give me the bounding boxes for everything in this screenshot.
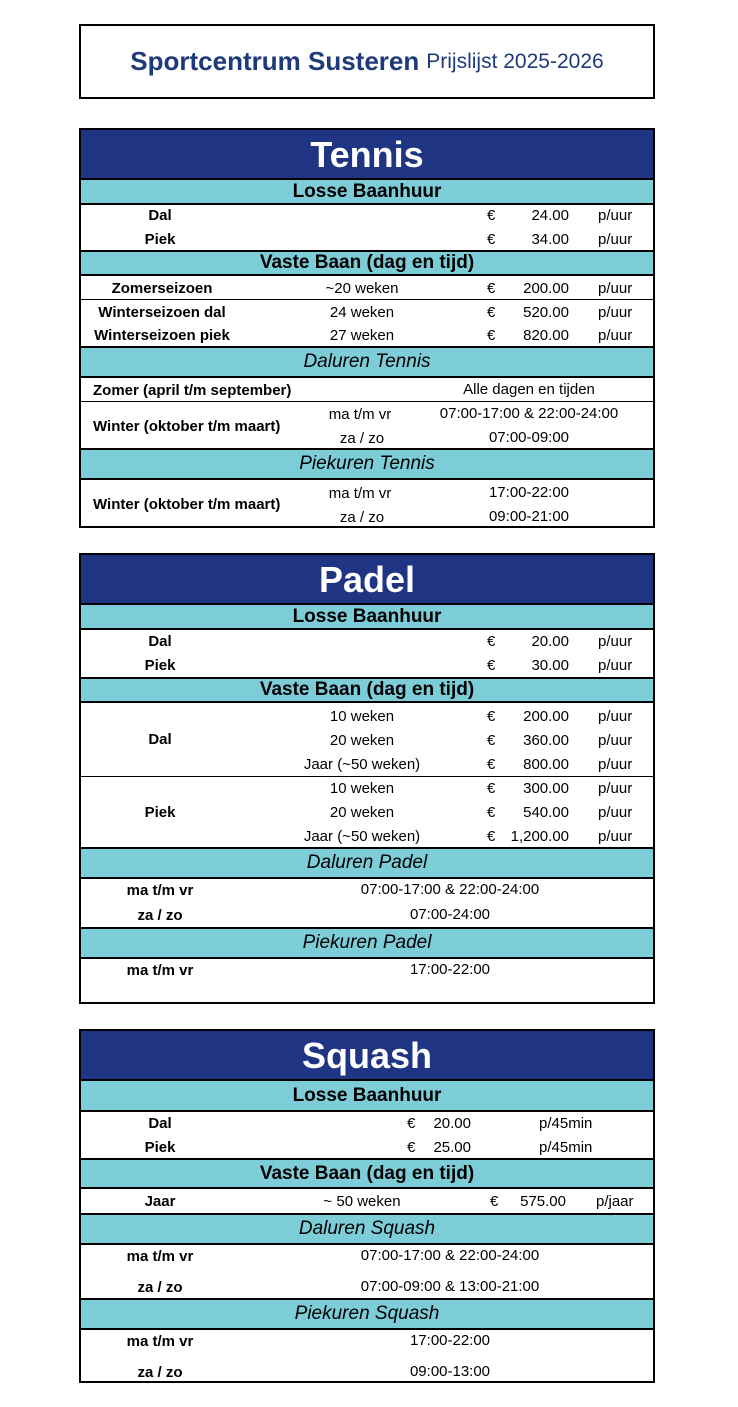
squash-losse-piek-unit: p/45min (539, 1139, 593, 1156)
padel-dal-price: 800.00 (523, 756, 569, 773)
tennis-vaste-unit: p/uur (598, 327, 633, 344)
tennis-vaste-price: 820.00 (523, 327, 569, 344)
squash-piekuren-days: za / zo (137, 1364, 183, 1381)
tennis-losse-piek-label: Piek (144, 231, 176, 248)
padel-losse-header: Losse Baanhuur (81, 605, 653, 630)
padel-piek-duration: Jaar (~50 weken) (303, 828, 421, 845)
padel-losse-dal-price: 20.00 (531, 633, 569, 650)
tennis-title: Tennis (81, 130, 653, 180)
squash-losse-piek-price: 25.00 (433, 1139, 471, 1156)
padel-dal-unit: p/uur (598, 708, 633, 725)
euro-sign: € (487, 780, 496, 797)
tennis-vaste-duration: ~20 weken (325, 280, 399, 297)
padel-daluren-time: 07:00-17:00 & 22:00-24:00 (360, 881, 540, 898)
squash-section (79, 1029, 655, 1383)
tennis-piekuren-time: 09:00-21:00 (488, 508, 570, 525)
tennis-losse-piek-price: 34.00 (531, 231, 569, 248)
tennis-losse-piek-unit: p/uur (598, 231, 633, 248)
tennis-vaste-duration: 27 weken (329, 327, 395, 344)
squash-daluren-days: ma t/m vr (126, 1248, 194, 1265)
padel-losse-dal-label: Dal (148, 633, 172, 650)
euro-sign: € (487, 304, 496, 321)
tennis-vaste-price: 520.00 (523, 304, 569, 321)
euro-sign: € (487, 828, 496, 845)
tennis-daluren-days: za / zo (339, 430, 385, 447)
squash-daluren-time: 07:00-09:00 & 13:00-21:00 (360, 1278, 540, 1295)
padel-section (79, 553, 655, 1004)
squash-losse-header: Losse Baanhuur (81, 1081, 653, 1112)
tennis-daluren-header: Daluren Tennis (81, 346, 653, 378)
tennis-piekuren-days: za / zo (339, 509, 385, 526)
padel-piek-price: 1,200.00 (510, 828, 569, 845)
tennis-vaste-duration: 24 weken (329, 304, 395, 321)
euro-sign: € (490, 1193, 499, 1210)
tennis-winter-label: Winter (oktober t/m maart) (93, 418, 281, 435)
squash-losse-piek-label: Piek (144, 1139, 176, 1156)
euro-sign: € (487, 327, 496, 344)
squash-title: Squash (81, 1031, 653, 1081)
euro-sign: € (487, 732, 496, 749)
padel-dal-unit: p/uur (598, 756, 633, 773)
padel-daluren-time: 07:00-24:00 (409, 906, 491, 923)
padel-piekuren-time: 17:00-22:00 (409, 961, 491, 978)
tennis-vaste-unit: p/uur (598, 280, 633, 297)
tennis-daluren-time: 07:00-17:00 & 22:00-24:00 (439, 405, 619, 422)
padel-title: Padel (81, 555, 653, 605)
padel-losse-piek-unit: p/uur (598, 657, 633, 674)
tennis-piekuren-time: 17:00-22:00 (488, 484, 570, 501)
tennis-vaste-label: Winterseizoen piek (94, 327, 230, 344)
squash-losse-dal-unit: p/45min (539, 1115, 593, 1132)
tennis-piekuren-days: ma t/m vr (328, 485, 392, 502)
squash-piekuren-days: ma t/m vr (126, 1333, 194, 1350)
padel-piek-unit: p/uur (598, 804, 633, 821)
squash-losse-dal-label: Dal (148, 1115, 172, 1132)
squash-losse-dal-price: 20.00 (433, 1115, 471, 1132)
padel-dal-price: 200.00 (523, 708, 569, 725)
padel-dal-price: 360.00 (523, 732, 569, 749)
padel-losse-piek-label: Piek (144, 657, 176, 674)
padel-losse-dal-unit: p/uur (598, 633, 633, 650)
padel-daluren-days: za / zo (137, 907, 183, 924)
squash-piekuren-header: Piekuren Squash (81, 1298, 653, 1330)
divider (81, 299, 653, 300)
divider (81, 401, 653, 402)
padel-piek-duration: 10 weken (329, 780, 395, 797)
padel-piek-unit: p/uur (598, 828, 633, 845)
tennis-losse-dal-unit: p/uur (598, 207, 633, 224)
padel-piek-price: 540.00 (523, 804, 569, 821)
padel-dal-duration: 10 weken (329, 708, 395, 725)
euro-sign: € (407, 1139, 416, 1156)
divider (81, 776, 653, 777)
padel-piek-price: 300.00 (523, 780, 569, 797)
page-subtitle: Prijslijst 2025-2026 (426, 49, 604, 73)
padel-vaste-header: Vaste Baan (dag en tijd) (81, 677, 653, 703)
tennis-piek-winter-label: Winter (oktober t/m maart) (93, 496, 281, 513)
squash-vaste-unit: p/jaar (596, 1193, 634, 1210)
tennis-losse-dal-label: Dal (148, 207, 172, 224)
padel-piek-duration: 20 weken (329, 804, 395, 821)
squash-piekuren-time: 17:00-22:00 (409, 1332, 491, 1349)
tennis-section (79, 128, 655, 528)
padel-dal-label: Dal (148, 731, 172, 748)
euro-sign: € (487, 708, 496, 725)
euro-sign: € (487, 657, 496, 674)
padel-piekuren-header: Piekuren Padel (81, 927, 653, 959)
tennis-vaste-price: 200.00 (523, 280, 569, 297)
tennis-zomer-label: Zomer (april t/m september) (93, 382, 292, 399)
euro-sign: € (487, 280, 496, 297)
page-title: Sportcentrum Susteren (130, 46, 420, 76)
tennis-vaste-header: Vaste Baan (dag en tijd) (81, 250, 653, 276)
tennis-vaste-label: Winterseizoen dal (98, 304, 226, 321)
tennis-piekuren-header: Piekuren Tennis (81, 448, 653, 480)
squash-piekuren-time: 09:00-13:00 (409, 1363, 491, 1380)
padel-dal-unit: p/uur (598, 732, 633, 749)
tennis-vaste-label: Zomerseizoen (111, 280, 213, 297)
padel-daluren-header: Daluren Padel (81, 847, 653, 879)
header-box (79, 24, 655, 99)
padel-daluren-days: ma t/m vr (126, 882, 194, 899)
squash-daluren-header: Daluren Squash (81, 1213, 653, 1245)
squash-daluren-time: 07:00-17:00 & 22:00-24:00 (360, 1247, 540, 1264)
tennis-vaste-unit: p/uur (598, 304, 633, 321)
euro-sign: € (487, 804, 496, 821)
padel-losse-piek-price: 30.00 (531, 657, 569, 674)
tennis-daluren-days: ma t/m vr (328, 406, 392, 423)
tennis-daluren-time: 07:00-09:00 (488, 429, 570, 446)
padel-dal-duration: 20 weken (329, 732, 395, 749)
padel-piekuren-days: ma t/m vr (126, 962, 194, 979)
padel-dal-duration: Jaar (~50 weken) (303, 756, 421, 773)
padel-piek-unit: p/uur (598, 780, 633, 797)
tennis-zomer-value: Alle dagen en tijden (463, 381, 595, 398)
euro-sign: € (487, 633, 496, 650)
euro-sign: € (487, 756, 496, 773)
squash-daluren-days: za / zo (137, 1279, 183, 1296)
euro-sign: € (407, 1115, 416, 1132)
squash-vaste-label: Jaar (144, 1193, 176, 1210)
tennis-losse-dal-price: 24.00 (531, 207, 569, 224)
padel-piek-label: Piek (144, 804, 176, 821)
squash-vaste-price: 575.00 (520, 1193, 566, 1210)
squash-vaste-duration: ~ 50 weken (323, 1193, 401, 1210)
euro-sign: € (487, 207, 496, 224)
squash-vaste-header: Vaste Baan (dag en tijd) (81, 1158, 653, 1189)
tennis-losse-header: Losse Baanhuur (81, 180, 653, 205)
euro-sign: € (487, 231, 496, 248)
